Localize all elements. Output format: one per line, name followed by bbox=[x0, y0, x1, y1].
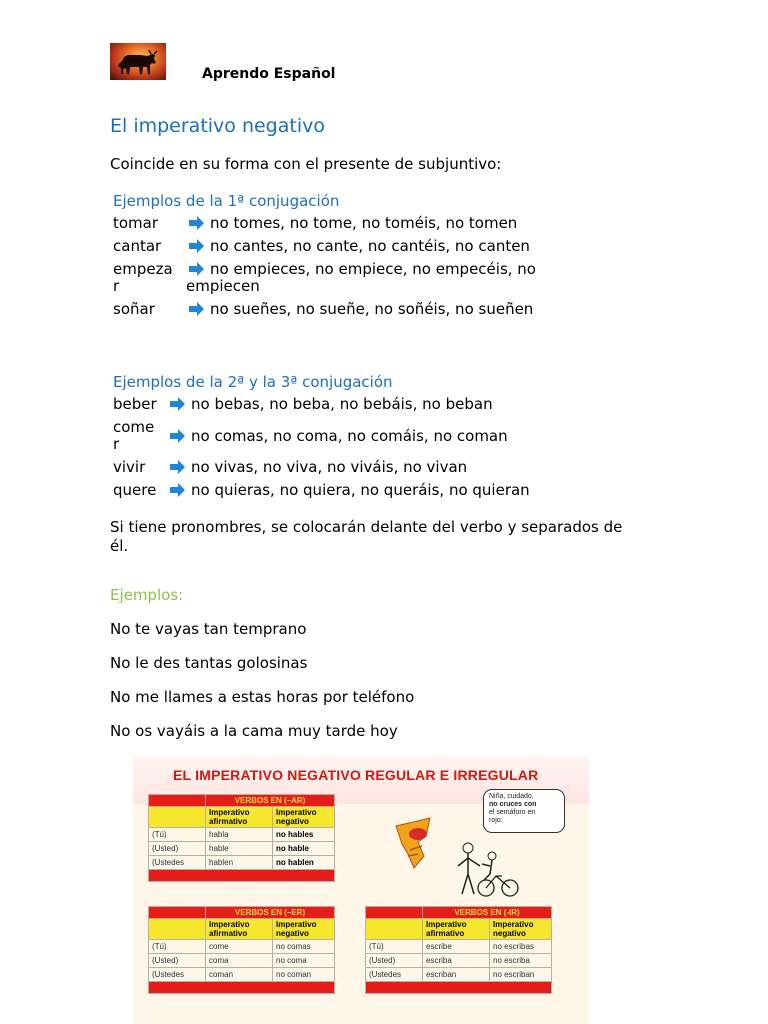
example-sentence: No me llames a estas horas por teléfono bbox=[110, 688, 415, 706]
table-row: (Ustedes escriban no escriban bbox=[366, 968, 552, 982]
table-row: (Usted) hable no hable bbox=[149, 842, 335, 856]
negative-forms: no comas, no coma, no comáis, no coman bbox=[191, 427, 508, 445]
first-conjugation-heading: Ejemplos de la 1ª conjugación bbox=[113, 192, 340, 210]
arrow-right-icon bbox=[188, 216, 205, 230]
verb-continuation: r bbox=[113, 277, 120, 295]
arrow-right-icon bbox=[169, 429, 186, 443]
negative-forms-continuation: empiecen bbox=[186, 277, 260, 295]
pronoun-note-line1: Si tiene pronombres, se colocarán delante del verbo y separados de bbox=[110, 518, 623, 536]
col-affirmative: Imperativo afirmativo bbox=[206, 919, 273, 940]
ar-verbs-table bbox=[148, 794, 335, 882]
col-affirmative: Imperativo afirmativo bbox=[206, 807, 273, 828]
arrow-right-icon bbox=[188, 262, 205, 276]
example-sentence: No le des tantas golosinas bbox=[110, 654, 308, 672]
verb: come bbox=[113, 418, 155, 436]
example-sentence: No os vayáis a la cama muy tarde hoy bbox=[110, 722, 398, 740]
table-row: (Ustedes hablen no hablen bbox=[149, 856, 335, 870]
table-row: (Usted) coma no coma bbox=[149, 954, 335, 968]
col-negative: Imperativo negativo bbox=[273, 919, 335, 940]
table-row: (Usted) escriba no escriba bbox=[366, 954, 552, 968]
example-row bbox=[113, 238, 573, 258]
second-third-conjugation-heading: Ejemplos de la 2ª y la 3ª conjugación bbox=[113, 373, 393, 391]
arrow-right-icon bbox=[169, 483, 186, 497]
verb-continuation: r bbox=[113, 435, 120, 453]
verb: tomar bbox=[113, 214, 159, 232]
intro-text: Coincide en su forma con el presente de subjuntivo: bbox=[110, 155, 502, 173]
table-row: (Tú) habla no hables bbox=[149, 828, 335, 842]
example-row bbox=[113, 396, 573, 416]
table-row: (Tú) escribe no escribas bbox=[366, 940, 552, 954]
pronoun-note-line2: él. bbox=[110, 537, 129, 555]
verb: vivir bbox=[113, 458, 146, 476]
imperative-chart-image bbox=[133, 756, 589, 1024]
table-header: VERBOS EN (–AR) bbox=[206, 795, 335, 807]
table-row: (Tú) come no comas bbox=[149, 940, 335, 954]
verb: quere bbox=[113, 481, 157, 499]
verb: empeza bbox=[113, 260, 173, 278]
col-negative: Imperativo negativo bbox=[273, 807, 335, 828]
verb: beber bbox=[113, 395, 157, 413]
image-title: EL IMPERATIVO NEGATIVO REGULAR E IRREGULAR bbox=[173, 767, 539, 783]
examples-heading: Ejemplos: bbox=[110, 586, 184, 604]
table-row: (Ustedes coman no coman bbox=[149, 968, 335, 982]
col-affirmative: Imperativo afirmativo bbox=[423, 919, 490, 940]
negative-forms: no sueñes, no sueñe, no soñéis, no sueñen bbox=[210, 300, 534, 318]
arrow-right-icon bbox=[188, 302, 205, 316]
er-verbs-table bbox=[148, 906, 335, 994]
cyclist-illustration bbox=[388, 796, 568, 901]
negative-forms: no tomes, no tome, no toméis, no tomen bbox=[210, 214, 518, 232]
speech-bubble: Niña, cuidado, no cruces con el semáforo en rojo. bbox=[483, 789, 565, 833]
negative-forms: no quieras, no quiera, no queráis, no quieran bbox=[191, 481, 530, 499]
ir-verbs-table bbox=[365, 906, 552, 994]
verb: soñar bbox=[113, 300, 155, 318]
example-row bbox=[113, 482, 573, 502]
table-header: VERBOS EN (-IR) bbox=[423, 907, 552, 919]
example-sentence: No te vayas tan temprano bbox=[110, 620, 307, 638]
example-row bbox=[113, 261, 573, 297]
example-row bbox=[113, 215, 573, 235]
arrow-right-icon bbox=[169, 397, 186, 411]
arrow-right-icon bbox=[169, 460, 186, 474]
bull-silhouette-icon bbox=[110, 43, 166, 80]
table-header: VERBOS EN (–ER) bbox=[206, 907, 335, 919]
verb: cantar bbox=[113, 237, 162, 255]
example-row bbox=[113, 301, 573, 321]
arrow-right-icon bbox=[188, 239, 205, 253]
col-negative: Imperativo negativo bbox=[490, 919, 552, 940]
negative-forms: no cantes, no cante, no cantéis, no canten bbox=[210, 237, 530, 255]
negative-forms: no bebas, no beba, no bebáis, no beban bbox=[191, 395, 493, 413]
example-row bbox=[113, 459, 573, 479]
site-title: Aprendo Español bbox=[202, 66, 336, 82]
negative-forms: no vivas, no viva, no viváis, no vivan bbox=[191, 458, 468, 476]
example-row bbox=[113, 419, 573, 455]
negative-forms: no empieces, no empiece, no empecéis, no bbox=[210, 260, 536, 278]
page-title: El imperativo negativo bbox=[110, 115, 325, 137]
